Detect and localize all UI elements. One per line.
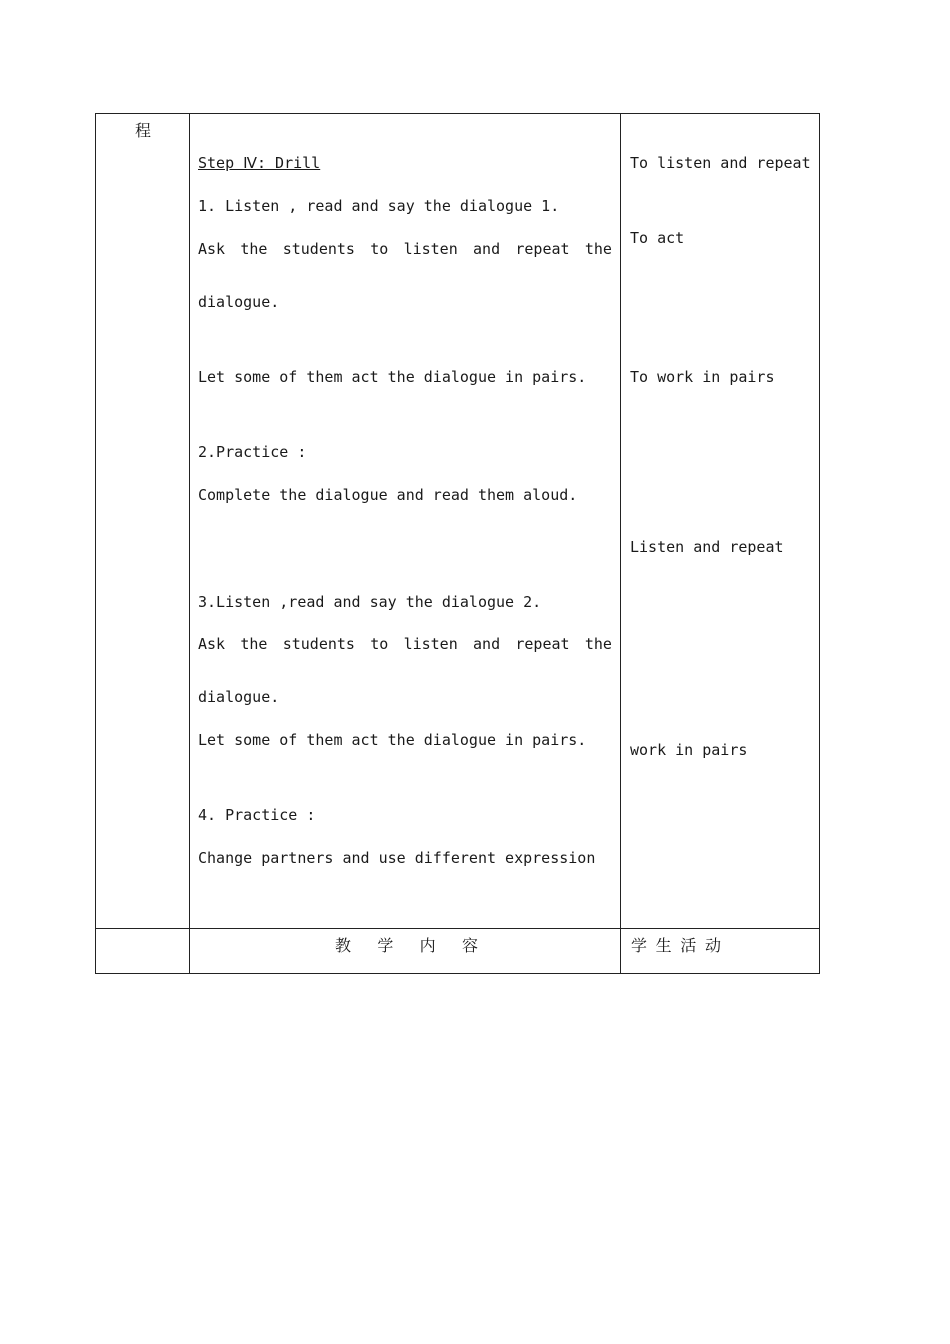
word: and xyxy=(473,240,501,258)
word: and xyxy=(473,635,501,653)
column-divider-1 xyxy=(189,114,190,973)
word: listen xyxy=(403,240,458,258)
header-char: 活 xyxy=(680,936,697,955)
activity-4: Listen and repeat xyxy=(630,538,784,556)
word: students xyxy=(282,240,355,258)
item1-line3: Let some of them act the dialogue in pairs. xyxy=(198,368,587,386)
word: listen xyxy=(403,635,458,653)
word: Ask xyxy=(198,635,226,653)
left-column-label: 程 xyxy=(135,121,152,140)
activity-column-header xyxy=(631,937,721,955)
word: Ask xyxy=(198,240,226,258)
column-divider-2 xyxy=(620,114,621,973)
item2-title: 2.Practice : xyxy=(198,443,307,461)
word: the xyxy=(240,240,268,258)
item4-line1: Change partners and use different expression xyxy=(198,849,596,867)
lesson-plan-table xyxy=(95,113,820,974)
word: to xyxy=(370,635,389,653)
item3-line2: dialogue. xyxy=(198,688,280,706)
header-char: 教 xyxy=(335,936,352,955)
activity-2: To act xyxy=(630,229,685,247)
content-column-header xyxy=(335,937,478,955)
activity-3: To work in pairs xyxy=(630,368,775,386)
item3-title: 3.Listen ,read and say the dialogue 2. xyxy=(198,593,542,611)
item1-line2: dialogue. xyxy=(198,293,280,311)
item3-line3: Let some of them act the dialogue in pairs. xyxy=(198,731,587,749)
word: repeat xyxy=(515,635,570,653)
header-char: 内 xyxy=(419,936,436,955)
header-char: 生 xyxy=(655,936,672,955)
item1-line1 xyxy=(198,240,612,258)
row-divider xyxy=(96,928,819,929)
activity-5: work in pairs xyxy=(630,741,748,759)
header-char: 动 xyxy=(704,936,721,955)
header-char: 学 xyxy=(631,936,648,955)
step-title: Step Ⅳ: Drill xyxy=(198,154,321,172)
item3-line1 xyxy=(198,635,612,653)
header-char: 容 xyxy=(461,936,478,955)
item2-line1: Complete the dialogue and read them aloud. xyxy=(198,486,578,504)
item4-title: 4. Practice : xyxy=(198,806,316,824)
word: students xyxy=(282,635,355,653)
word: the xyxy=(584,635,612,653)
word: repeat xyxy=(515,240,570,258)
word: the xyxy=(584,240,612,258)
header-char: 学 xyxy=(377,936,394,955)
word: to xyxy=(370,240,389,258)
item1-title: 1. Listen , read and say the dialogue 1. xyxy=(198,197,560,215)
word: the xyxy=(240,635,268,653)
activity-1: To listen and repeat xyxy=(630,154,811,172)
